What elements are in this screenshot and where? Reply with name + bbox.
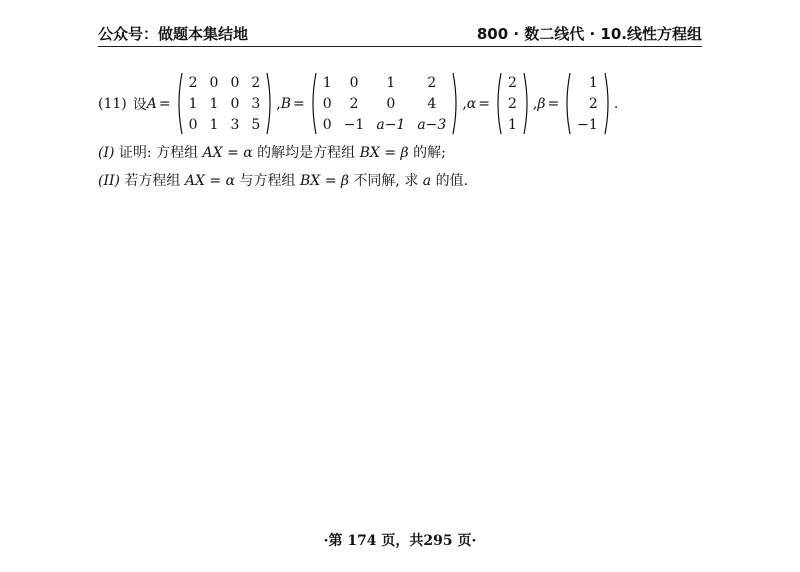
matrix-cell: 0 <box>322 95 332 112</box>
matrix-cell: 0 <box>322 116 332 133</box>
matrix-row <box>571 72 604 93</box>
matrix-cell: 3 <box>230 116 240 133</box>
part-one-tag: (I) <box>98 145 115 161</box>
matrix-cell: 1 <box>209 116 219 133</box>
text: = <box>222 145 244 161</box>
equation-lhs: BX <box>359 145 380 161</box>
matrix-row <box>571 114 604 135</box>
equation-lhs: BX <box>299 173 321 189</box>
matrix-row <box>502 72 523 93</box>
problem-number: (11) <box>98 95 127 112</box>
beta-symbol: β <box>340 173 349 189</box>
matrix-cell: 5 <box>251 116 261 133</box>
matrix-cell: 0 <box>349 74 359 91</box>
matrix-row <box>571 93 604 114</box>
matrix-row <box>317 93 453 114</box>
matrix-a-label: A <box>146 95 157 112</box>
equation-lhs: AX <box>184 173 205 189</box>
matrix-row <box>183 114 267 135</box>
header-section: 800 · 数二线代 · 10.线性方程组 <box>476 25 702 43</box>
matrix-row <box>317 72 453 93</box>
matrix-cell: −1 <box>577 116 598 133</box>
matrix-cell: 2 <box>251 74 261 91</box>
text: 若方程组 <box>119 173 185 189</box>
matrix-cell: 0 <box>386 95 396 112</box>
matrix-cell: 1 <box>209 95 219 112</box>
text: = <box>204 173 226 189</box>
matrix-cell: 0 <box>188 116 198 133</box>
matrix-cell: 1 <box>188 95 198 112</box>
text: 与方程组 <box>235 173 300 189</box>
comma: , <box>276 95 281 112</box>
matrix-a <box>175 72 275 135</box>
text: = <box>320 173 341 189</box>
matrix-b-label: B <box>280 95 292 112</box>
matrix-cell: a−1 <box>376 116 406 133</box>
matrix-cell: a−3 <box>417 116 447 133</box>
part-two <box>98 170 468 190</box>
vector-beta <box>563 72 612 135</box>
matrix-cell: 1 <box>386 74 396 91</box>
matrix-cell: 2 <box>427 74 437 91</box>
matrix-cell: 2 <box>188 74 198 91</box>
period: . <box>613 95 619 112</box>
matrix-cell: 1 <box>588 74 598 91</box>
problem-lead: 设 <box>132 96 147 113</box>
comma: , <box>462 95 467 112</box>
comma: , <box>532 95 538 112</box>
equation-lhs: AX <box>202 145 223 161</box>
part-one <box>98 142 446 162</box>
beta-symbol: β <box>400 145 409 161</box>
matrix-cell: −1 <box>343 116 365 133</box>
alpha-symbol: α <box>225 173 236 189</box>
matrix-cell: 2 <box>507 95 517 112</box>
equals-sign: = <box>478 95 490 112</box>
matrix-row <box>183 72 267 93</box>
matrix-row <box>502 93 523 114</box>
text: 证明: 方程组 <box>114 145 203 161</box>
problem-statement <box>98 72 618 135</box>
equals-sign: = <box>547 95 560 112</box>
header-source: 公众号：做题本集结地 <box>98 25 249 43</box>
matrix-cell: 4 <box>427 95 437 112</box>
alpha-label: α <box>466 95 477 112</box>
matrix-cell: 1 <box>322 74 332 91</box>
vector-alpha <box>494 72 531 135</box>
text: = <box>379 145 401 161</box>
matrix-cell: 2 <box>349 95 359 112</box>
matrix-row <box>317 114 453 135</box>
matrix-cell: 0 <box>230 74 240 91</box>
text: 的解均是方程组 <box>252 145 360 161</box>
beta-label: β <box>537 95 546 112</box>
text: 的解; <box>408 145 446 161</box>
text: 的值. <box>431 173 469 189</box>
matrix-cell: 3 <box>251 95 261 112</box>
matrix-row <box>183 93 267 114</box>
matrix-row <box>502 114 523 135</box>
matrix-cell: 2 <box>507 74 517 91</box>
equals-sign: = <box>158 95 171 112</box>
page-footer: ·第 174 页，共295 页· <box>323 533 477 549</box>
equals-sign: = <box>293 95 305 112</box>
alpha-symbol: α <box>243 145 253 161</box>
text: 不同解, 求 <box>348 173 423 189</box>
matrix-cell: 0 <box>209 74 219 91</box>
matrix-cell: 2 <box>588 95 598 112</box>
matrix-cell: 1 <box>507 116 517 133</box>
matrix-b <box>309 72 461 135</box>
matrix-cell: 0 <box>230 95 240 112</box>
part-two-tag: (II) <box>98 173 120 189</box>
a-symbol: a <box>422 173 432 189</box>
page-header <box>98 20 702 47</box>
